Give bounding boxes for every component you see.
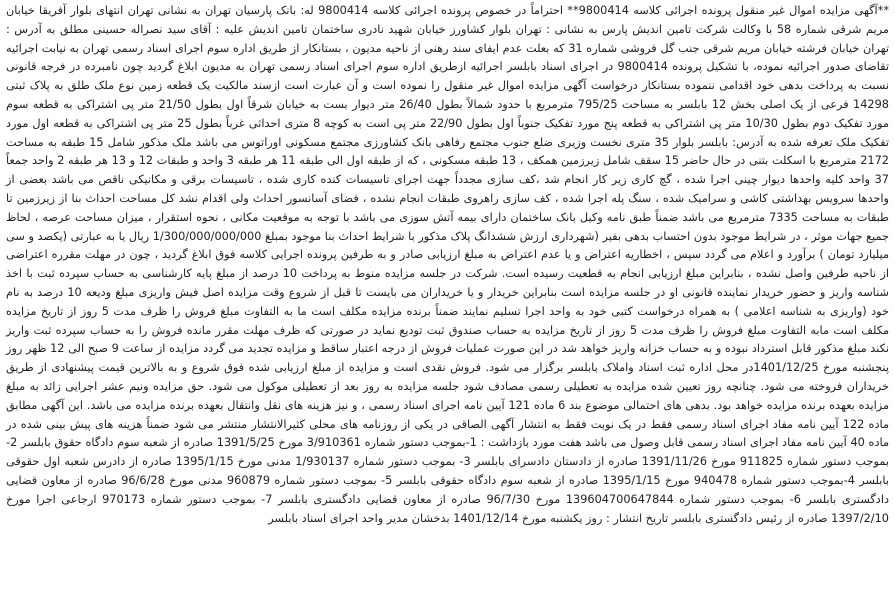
notice-body-text: **آگهی مزایده اموال غیر منقول پرونده اجرائی کلاسه 9800414** احتراماً در خصوص پرونده اجرائی کلاسه 9800414 له: بانک پارسیان تهران به نشانی تهران انتهای بلوار آفریقا خیابان مریم شرقی شماره 58 با وکالت شرکت تامین اندیش پارس به نشانی : تهران بلوار کشاورز خیابان شهید نادری ساختمان تامین اندیش علیه : آقای سید نصراله حسینی مطلق به آدرس : تهران خیابان فرشته خیابان مریم شرقی جنب گل فروشی شماره 31 که بعلت عدم ایفای سند رهنی از ناحیه مدیون ، بستانکار از طریق اداره سوم اجرای اسناد رسمی تهران به نیابت اجرائیه تقاضای صدور اجرائیه نموده، با تشکیل پرونده 9800414 در اجرای اسناد بابلسر اجرائیه ازطریق اداره سوم اجرای اسناد رسمی تهران به مدیون ابلاغ گردید چون نامبرده در فرجه قانونی نسبت به پرداخت بدهی خود اقدامی ننموده بستانکار درخواست آگهی مزایده اموال غیر منقول را نموده است و آن عبارت است ازسند مالکیت یک قطعه زمین نوع ملک طلق به پلاک ثبتی 14298 فرعی از یک اصلی بخش 12 بابلسر به مساحت 795/25 مترمربع با حدود شمالاً بطول 26/40 متر دیوار بست به خیابان شرقاً اول بطول 21/50 متر پی اشتراکی به قطعه سوم مورد تفکیک دوم بطول 10/30 متر پی اشتراکی به قطعه پنج مورد تفکیک جنوباً اول بطول 22/90 متر پی است به کوچه 8 متری احداثی غرباً بطول 25 متر پی اشتراکی به قطعه اول مورد تفکیک ملک تعرفه شده به آدرس: بابلسر بلوار 35 متری نخست وزیری ضلع جنوب مجتمع رفاهی بانک کشاورزی مجتمع مسکونی اوراتوس می باشد ملک مذکور شامل 15 طبقه به مساحت 2172 مترمربع با اسکلت بتنی در حال حاضر 15 سقف شامل زیرزمین همکف ، 13 طبقه مسکونی ، که از طبقه اول الی طبقه 11 هر طبقه 3 واحد و طبقات 12 و 13 هر طبقه 2 واحد جمعاً 37 واحد کلیه واحدها دیوار چینی اجرا شده ، گچ کاری زیر کار انجام شد ،کف سازی مجدداً جهت اجرای تاسیسات کنده کاری شده ، تاسیسات برقی و مکانیکی ناقص می باشد بعضی از واحدها سرویس بهداشتی کاشی و سرامیک شده ، سنگ پله اجرا شده ، کف سازی راهروی طبقات انجام نشده ، فضای آسانسور احداث ولی اقدام نشد کل مساحت احداث بنا از زیرزمین تا طبقات به مساحت 7335 مترمربع می باشد ضمناً طبق نامه وکیل بانک ساختمان دارای بیمه آتش سوزی می باشد با توجه به موقعیت مکانی ، نحوه استقرار ، میزان مساحت عرصه ، لحاظ جمیع جهات موثر ، در شرایط موجود بدون احتساب بدهی بفیر (شهرداری ارزش ششدانگ پلاک مذکور با شرایط احداث بنا موجود بمبلغ 1/300/000/000/000 ریال یا به عبارتی (یکصد و سی میلیارد تومان ) برآورد و اعلام می گردد سپس ، اخطاریه اعتراض و یا عدم اعتراض به مبلغ ارزیابی صادر و به طرفین پرونده اجرایی کلاسه فوق ابلاغ گردید ، چون در مهلت مقرره اعتراضی از ناحیه طرفین واصل نشده ، بنابراین مبلغ ارزیابی انجام به قطعیت رسیده است. شرکت در جلسه مزایده منوط به پرداخت 10 درصد از مبلغ پایه کارشناسی به حساب سپرده ثبت با اخذ شناسه واریز و حضور خریدار نماینده قانونی او در جلسه مزایده است بنابراین خریدار و یا خریداران می بایست تا قبل از شروع وقت مزایده اصل فیش واریزی مبلغ ودیعه 10 درصد به نام خود (واریزی به شناسه اعلامی ) به همراه درخواست کتبی خود به واحد اجرا تسلیم نمایند ضمناً برنده مزایده مکلف است ما به التفاوت مبلغ فروش را ظرف مدت 5 روز از تاریخ مزایده مکلف است مابه التفاوت مبلغ فروش را ظرف مدت 5 روز از تاریخ مزایده به حساب صندوق ثبت تودیع نماید در صورتی که ظرف مهلت مقرر مانده فروش را به حساب سپرده ثبت واریز نکند مبلغ مذکور قابل استرداد نبوده و به حساب خزانه واریز خواهد شد در این صورت عملیات فروش از درجه اعتبار ساقط و مزایده تجدید می گردد مزایده از ساعت 9 صبح الی 12 ظهر روز پنجشنبه مورخ 1401/12/25در محل اداره ثبت اسناد واملاک بابلسر برگزار می شود. فروش نقدی است و مزایده از مبلغ ارزیابی شده فوق شروع و به بالاترین قیمت پیشنهادی از طریق خریداران فروخته می شود. چنانچه روز تعیین شده مزایده به تعطیلی رسمی مصادف شود جلسه مزایده به روز بعد از تعطیلی موکول می شود. حق مزایده ونیم عشر اجرایی زائد به مبلغ مزایده بعهده برنده مزایده خواهد بود. بدهی های احتمالی موضوع بند 6 ماده 121 آیین نامه اجرای اسناد رسمی ، و نیز هزینه های نقل وانتقال بعهده برنده مزایده می باشد. این آگهی مطابق ماده 122 آیین نامه مفاد اجرای اسناد رسمی فقط در یک نوبت فقط به انتشار آگهی الصاقی در یکی از روزنامه های محلی کثیرالانتشار منتشر می شود ضمناً هزینه های پیش بینی شده در ماده 40 آیین نامه مفاد اجرای اسناد رسمی قابل وصول می باشد هفت مورد بازداشت : 1-بموجب دستور شماره 3/910361 مورخ 1391/5/25 صادره از شعبه سوم دادگاه حقوق بابلسر 2-بموجب دستور شماره 911825 مورخ 1391/11/26 صادره از دادستان دادسرای بابلسر 3- بموجب دستور شماره 1/930137 مدنی مورخ 1395/1/15 صادره از دادرس شعبه اول حقوقی بابلسر 4-بموجب دستور شماره 940478 مورخ 1395/1/15 صادره از شعبه سوم دادگاه حقوقی بابلسر 5- بموجب دستور شماره 960879 مدنی مورخ 96/6/28 صادره از معاون قضایی دادگستری بابلسر 6- بموجب دستور شماره 139604700647844 مورخ 96/7/30 صادره از معاون قضایی دادگستری بابلسر 7- بموجب دستور شماره 970173 ارجاعی اجرا مورخ 1397/2/10 صادره از رئیس دادگستری بابلسر تاریخ انتشار : روز یکشنبه مورخ 1401/12/14 بدخشان مدیر واحد اجرای اسناد بابلسر [6, 4, 890, 525]
